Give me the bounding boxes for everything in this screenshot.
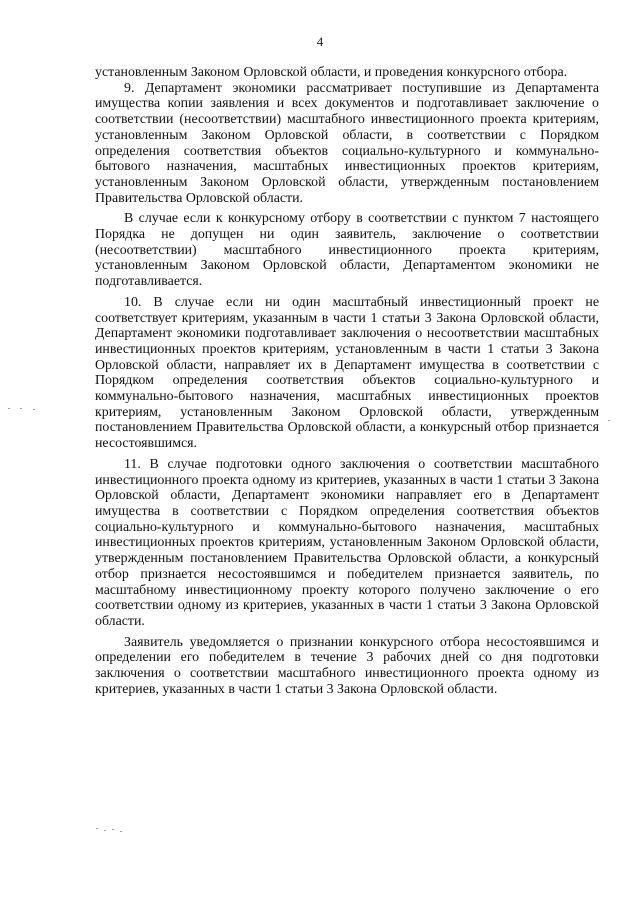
paragraph-item-9: 9. Департамент экономики рассматривает поступившие из Департамента имущества копии заявления и всех документов и подготавливает заключение о соответствии (несоответствии) масштабного инвестиционного проекта критериям, установленным Законом Орловской области, в соответствии с Порядком определения соответствия объектов социально-культурного и коммунально-бытового назначения, масштабных инвестиционных проектов критериям, установленным Законом Орловской области, утвержденным постановлением Правительства Орловской области.: [95, 80, 599, 206]
document-body: [95, 65, 599, 697]
paragraph-item-9-note: В случае если к конкурсному отбору в соответствии с пунктом 7 настоящего Порядка не допущен ни один заявитель, заключение о соответствии (несоответствии) масштабного инвестиционного проекта критериям, установленным Законом Орловской области, Департаментом экономики не подготавливается.: [95, 211, 599, 290]
scan-speck: [104, 830, 106, 831]
scan-speck: [33, 409, 35, 410]
scan-speck: [608, 420, 610, 421]
scan-speck: [20, 408, 22, 409]
scan-speck: [120, 831, 122, 832]
page-number: 4: [316, 34, 324, 49]
scan-speck: [96, 828, 98, 829]
scan-speck: [8, 408, 10, 409]
scan-speck: [112, 829, 114, 830]
paragraph-item-11: 11. В случае подготовки одного заключения о соответствии масштабного инвестиционного проекта одному из критериев, указанных в части 1 статьи 3 Закона Орловской области, Департамент экономики направляет его в Департамент имущества в соответствии с Порядком определения соответствия объектов социально-культурного и коммунально-бытового назначения, масштабных инвестиционных проектов критериям, установленным Законом Орловской области, утвержденным постановлением Правительства Орловской области, а конкурсный отбор признается несостоявшимся и победителем признается заявитель, по масштабному инвестиционному проекту которого получено заключение о его соответствии одному из критериев, указанных в части 1 статьи 3 Закона Орловской области.: [95, 456, 599, 629]
paragraph-item-10: 10. В случае если ни один масштабный инвестиционный проект не соответствует критериям, указанным в части 1 статьи 3 Закона Орловской области, Департамент экономики подготавливает заключения о несоответствии масштабных инвестиционных проектов критериям, установленным в части 1 статьи 3 Закона Орловской области, направляет их в Департамент имущества в соответствии с Порядком определения соответствия объектов социально-культурного и коммунально-бытового назначения, масштабных инвестиционных проектов критериям, установленным Законом Орловской области, утвержденным постановлением Правительства Орловской области, а конкурсный отбор признается несостоявшимся.: [95, 294, 599, 452]
paragraph-item-11-note: Заявитель уведомляется о признании конкурсного отбора несостоявшимся и определении его победителем в течение 3 рабочих дней со дня подготовки заключения о соответствии масштабного инвестиционного проекта одному из критериев, указанных в части 1 статьи 3 Закона Орловской области.: [95, 634, 599, 697]
paragraph-continuation: установленным Законом Орловской области, и проведения конкурсного отбора.: [95, 65, 568, 80]
